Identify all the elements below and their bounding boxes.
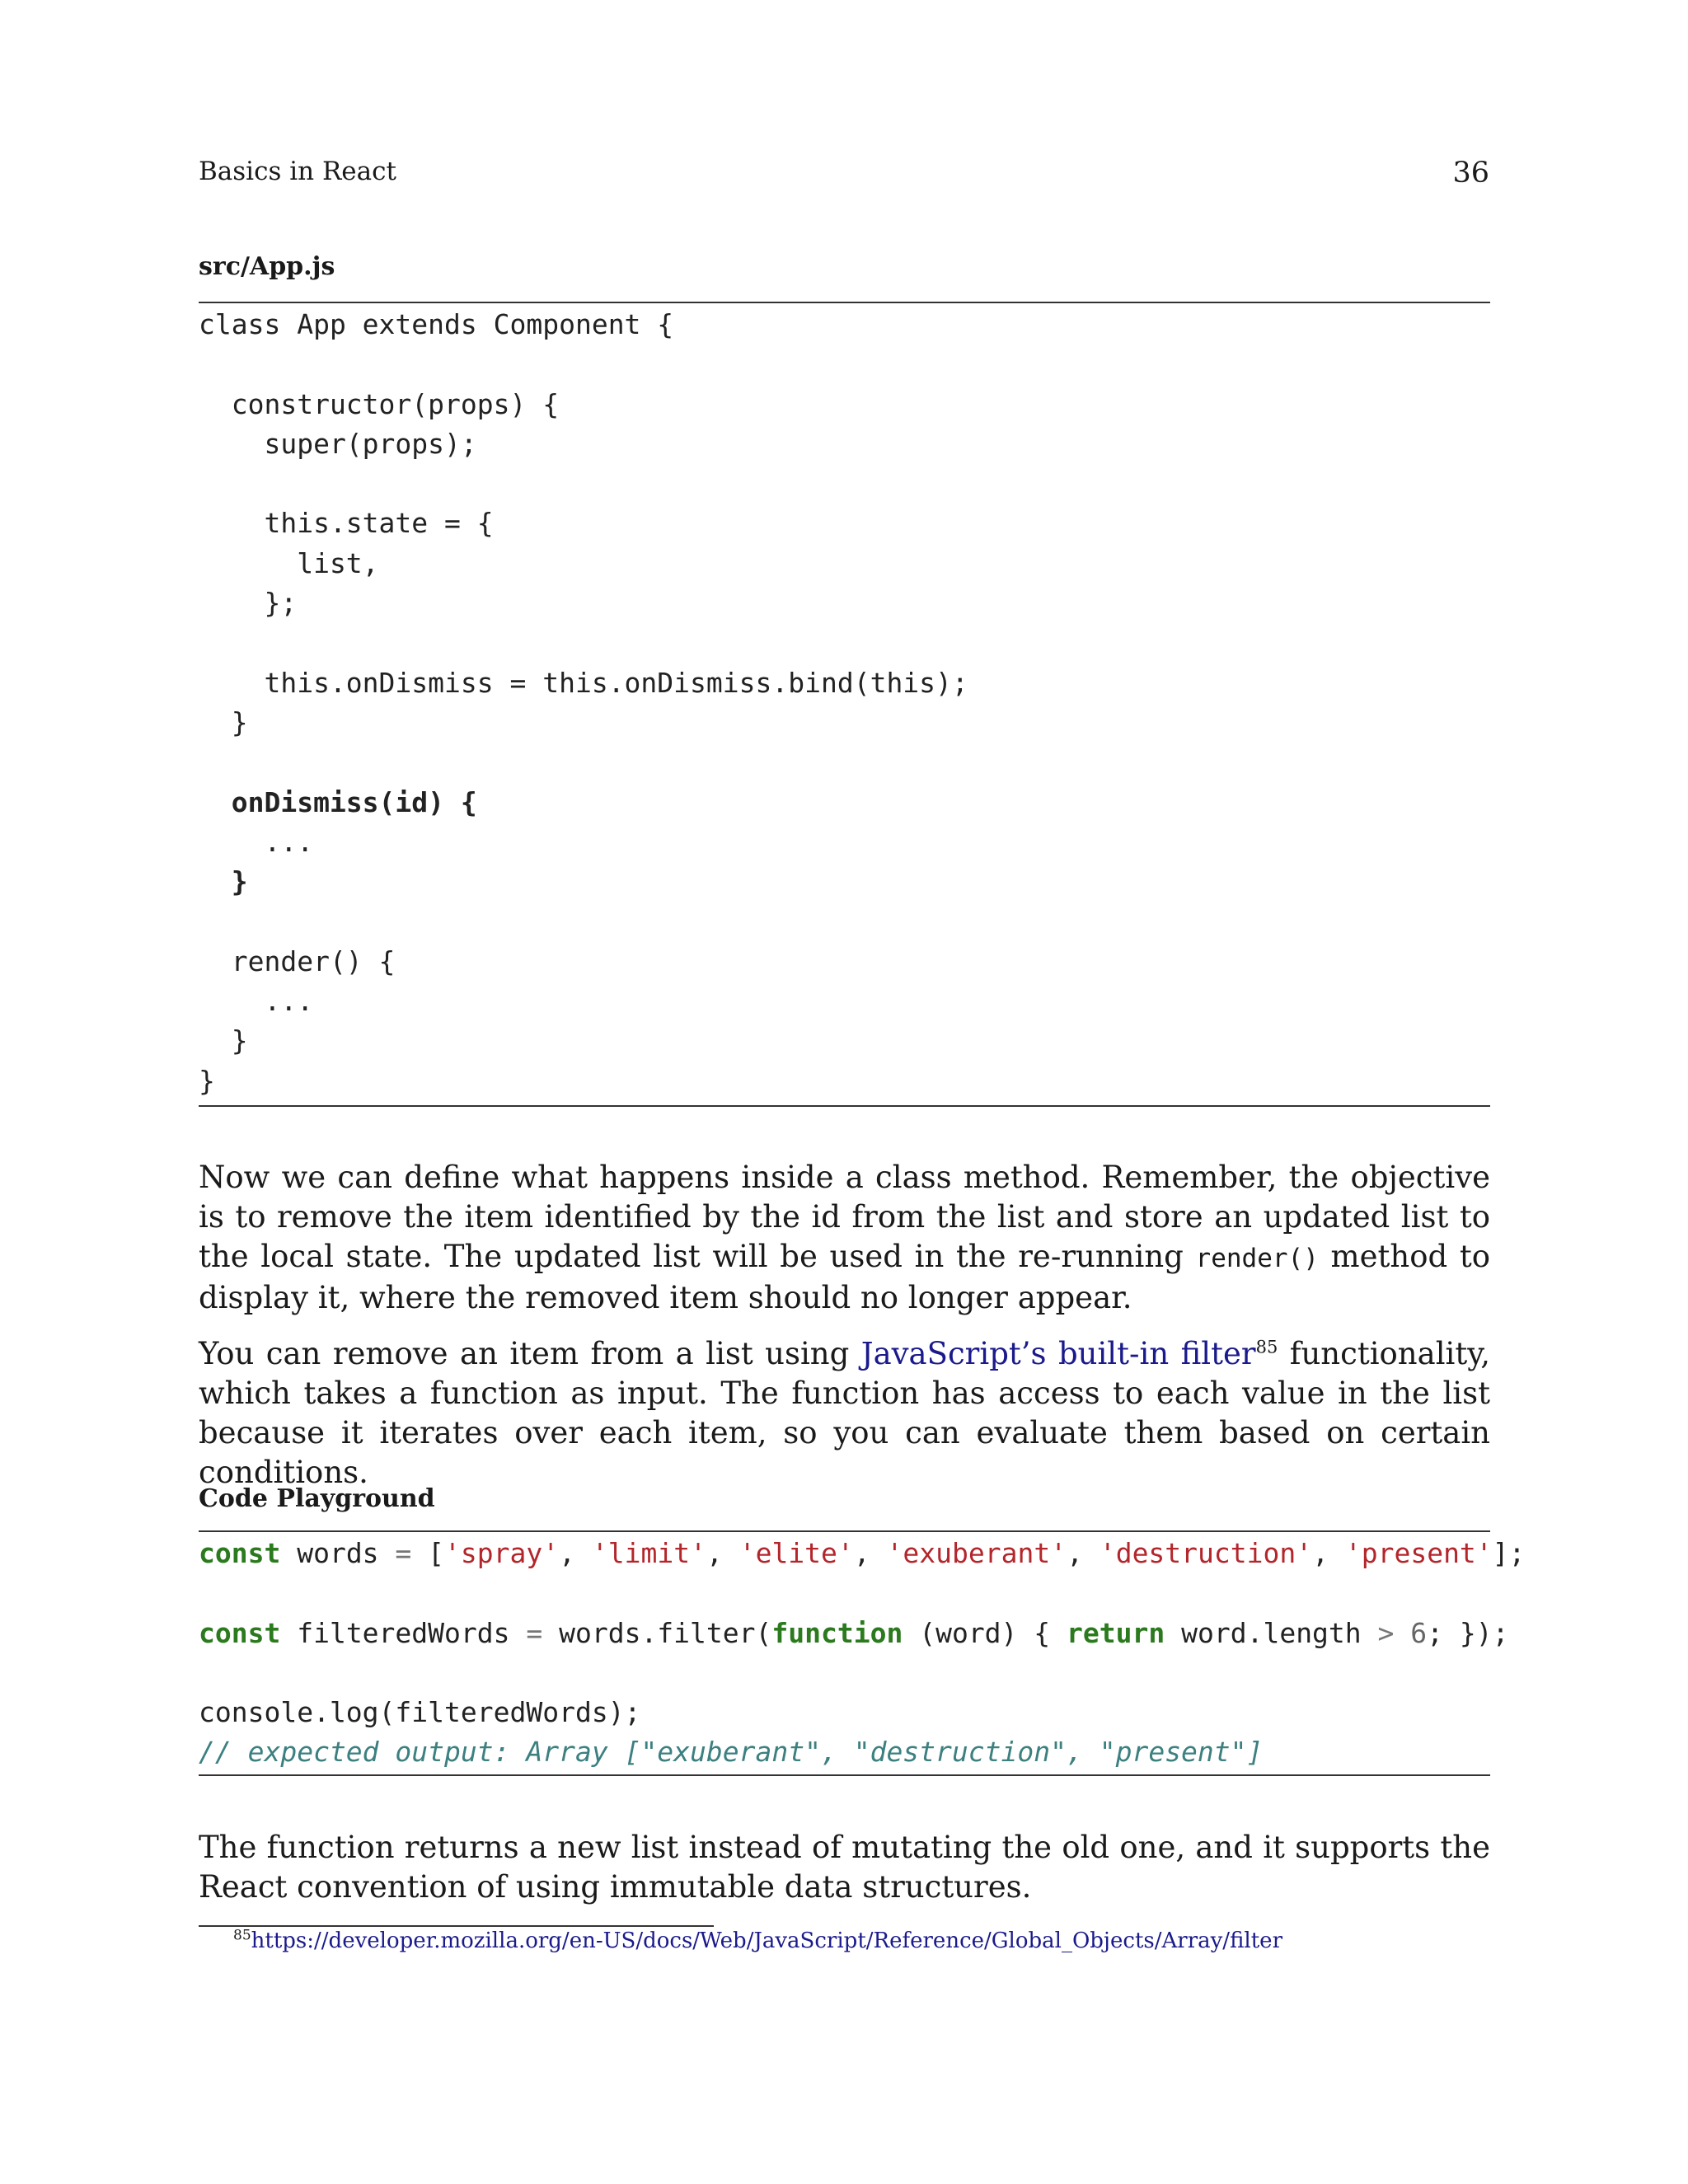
code-line: } — [199, 1064, 215, 1097]
code-top-rule — [199, 302, 1490, 303]
code-line: render() { — [199, 944, 396, 977]
code-line-blank — [199, 743, 968, 782]
code-line-blank — [199, 902, 968, 941]
footnote-number: 85 — [233, 1927, 251, 1944]
code-line: } — [199, 705, 248, 738]
code-line-blank — [199, 1573, 1525, 1613]
code-bottom-rule — [199, 1105, 1490, 1107]
paragraph-filter: You can remove an item from a list using JavaScript’s built-in filter$^{85}$ functionality, which takes a function as input. The function has access to each value in the list because it iterates over each item, so you can evaluate them based on certain conditions. — [199, 1336, 1490, 1490]
filter-docs-link[interactable]: JavaScript’s built-in filter — [860, 1336, 1256, 1371]
code-line: } — [199, 865, 248, 898]
code-line: console.log(filteredWords); — [199, 1696, 641, 1729]
footnote-rule — [199, 1925, 714, 1927]
footnote-url-link[interactable]: https://developer.mozilla.org/en-US/docs/Web/JavaScript/Reference/Global_Objects/Array/filter — [251, 1929, 1282, 1953]
code-caption-playground: Code Playground — [199, 1484, 435, 1513]
code-line: const words = ['spray', 'limit', 'elite', 'exuberant', 'destruction', 'present']; — [199, 1537, 1526, 1569]
chapter-title: Basics in React — [199, 157, 396, 186]
footnote — [233, 1929, 1282, 1953]
paragraph-immutable: The function returns a new list instead of mutating the old one, and it supports the React convention of using immutable data structures. — [199, 1830, 1490, 1905]
inline-code-render: render() — [1195, 1244, 1319, 1273]
code-line-blank — [199, 1653, 1525, 1693]
paragraph-class-method: Now we can define what happens inside a class method. Remember, the objective is to remove the item identified by the id from the list and store an updated list to the local state. The updated list will be used in the re-running render() method to display it, where the removed item should no longer appear. — [199, 1160, 1490, 1315]
code-bottom-rule — [199, 1774, 1490, 1776]
code-comment-line: // expected output: Array ["exuberant", "destruction", "present"] — [199, 1736, 1264, 1769]
footnote-ref[interactable]: 85 — [1255, 1337, 1278, 1357]
code-line-blank — [199, 464, 968, 504]
page-number: 36 — [1452, 157, 1489, 190]
code-line: class App extends Component { — [199, 308, 674, 340]
running-header — [199, 157, 1489, 190]
code-line-blank — [199, 344, 968, 384]
code-line: super(props); — [199, 427, 477, 460]
code-line: onDismiss(id) { — [199, 785, 477, 818]
code-line: this.onDismiss = this.onDismiss.bind(this); — [199, 666, 968, 699]
code-line: const filteredWords = words.filter(function (word) { return word.length > 6; }); — [199, 1616, 1509, 1649]
code-line: } — [199, 1024, 248, 1057]
code-block-playground — [199, 1534, 1525, 1773]
code-line-blank — [199, 623, 968, 663]
code-line: this.state = { — [199, 507, 494, 540]
code-block-app-js — [199, 305, 968, 1101]
code-line: list, — [199, 546, 379, 579]
code-caption-app-js: src/App.js — [199, 252, 335, 281]
code-line: constructor(props) { — [199, 387, 560, 420]
code-top-rule — [199, 1530, 1490, 1532]
code-line: }; — [199, 587, 298, 620]
code-line: ... — [199, 825, 314, 858]
code-line: ... — [199, 985, 314, 1018]
